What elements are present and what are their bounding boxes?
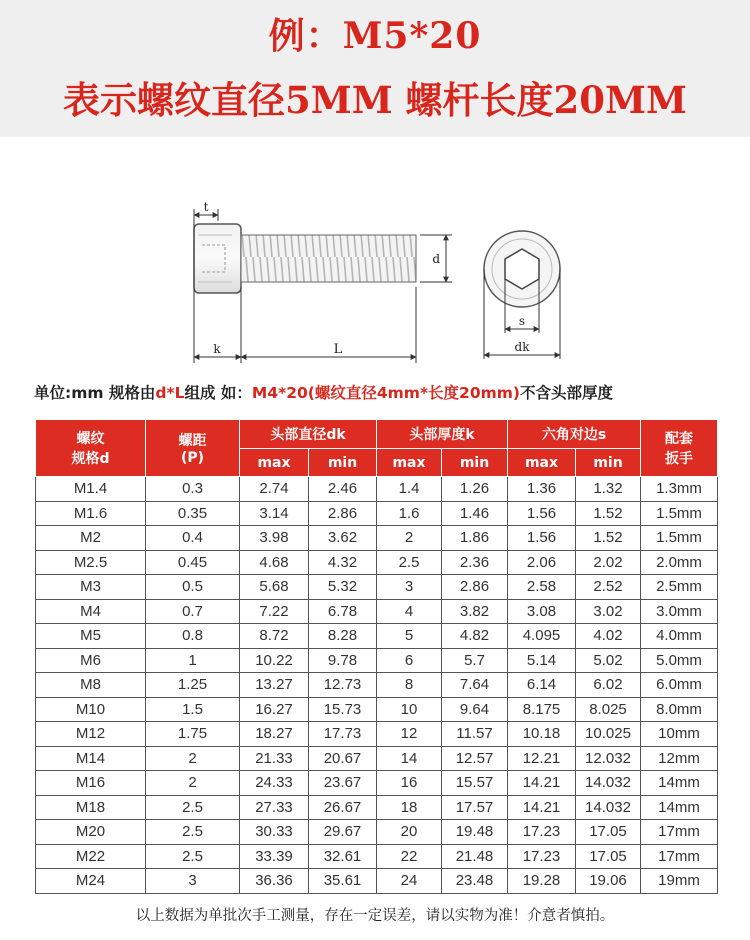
table-row (36, 648, 718, 673)
table-cell: 24.33 (240, 771, 309, 796)
table-cell: M18 (36, 795, 146, 820)
header-min: min (309, 449, 377, 477)
side-view (194, 200, 452, 363)
header-max: max (377, 449, 442, 477)
table-cell: 10.025 (576, 722, 641, 747)
table-cell: 8.175 (508, 697, 576, 722)
table-row (36, 550, 718, 575)
table-cell: 10.22 (240, 648, 309, 673)
table-cell: 8.0mm (641, 697, 718, 722)
table-cell: 35.61 (309, 869, 377, 894)
table-cell: 5 (377, 624, 442, 649)
table-cell: M20 (36, 820, 146, 845)
table-cell: 21.48 (442, 844, 508, 869)
table-cell: 1.3mm (641, 477, 718, 502)
table-row (36, 795, 718, 820)
table-cell: 14mm (641, 795, 718, 820)
table-cell: 5.32 (309, 575, 377, 600)
unit-note (34, 381, 613, 403)
header-wrench: 配套 扳手 (641, 420, 718, 477)
table-cell: 4.02 (576, 624, 641, 649)
table-row (36, 599, 718, 624)
table-cell: 13.27 (240, 673, 309, 698)
table-cell: 8.025 (576, 697, 641, 722)
table-cell: 12.57 (442, 746, 508, 771)
table-cell: 8 (377, 673, 442, 698)
unit-suffix: 不含头部厚度 (520, 384, 614, 402)
table-cell: 5.7 (442, 648, 508, 673)
table-cell: M12 (36, 722, 146, 747)
table-cell: M14 (36, 746, 146, 771)
table-row (36, 526, 718, 551)
table-cell: 18.27 (240, 722, 309, 747)
header-max: max (508, 449, 576, 477)
table-cell: 1.46 (442, 501, 508, 526)
title-banner (0, 0, 750, 137)
table-cell: M16 (36, 771, 146, 796)
table-cell: 1 (146, 648, 240, 673)
table-cell: 26.67 (309, 795, 377, 820)
table-cell: 1.32 (576, 477, 641, 502)
table-cell: 6.14 (508, 673, 576, 698)
table-cell: 3.98 (240, 526, 309, 551)
table-cell: 16.27 (240, 697, 309, 722)
table-cell: 4.82 (442, 624, 508, 649)
table-cell: 12.21 (508, 746, 576, 771)
table-row (36, 722, 718, 747)
table-cell: 6.0mm (641, 673, 718, 698)
top-view (484, 231, 560, 359)
screw-diagram (0, 137, 750, 377)
t-label: t (203, 200, 209, 214)
table-cell: 10.18 (508, 722, 576, 747)
table-cell: 6 (377, 648, 442, 673)
table-cell: 11.57 (442, 722, 508, 747)
table-cell: 4.32 (309, 550, 377, 575)
table-cell: 8.72 (240, 624, 309, 649)
table-cell: M3 (36, 575, 146, 600)
table-cell: 0.5 (146, 575, 240, 600)
table-cell: 7.22 (240, 599, 309, 624)
table-cell: 15.73 (309, 697, 377, 722)
table-row (36, 869, 718, 894)
table-row (36, 477, 718, 502)
table-row (36, 844, 718, 869)
table-cell: 1.36 (508, 477, 576, 502)
header-hex-across: 六角对边s (508, 420, 641, 449)
table-cell: 2.52 (576, 575, 641, 600)
table-cell: 9.64 (442, 697, 508, 722)
table-cell: M6 (36, 648, 146, 673)
table-cell: 3.82 (442, 599, 508, 624)
table-row (36, 820, 718, 845)
table-cell: 12.032 (576, 746, 641, 771)
example-explanation: 表示螺纹直径5MM 螺杆长度20MM (63, 78, 687, 122)
table-cell: 19.28 (508, 869, 576, 894)
table-cell: 6.02 (576, 673, 641, 698)
table-cell: 17.73 (309, 722, 377, 747)
table-cell: 2.58 (508, 575, 576, 600)
example-title: 例：M5*20 (268, 15, 482, 57)
header-min: min (442, 449, 508, 477)
table-cell: M22 (36, 844, 146, 869)
table-cell: 12mm (641, 746, 718, 771)
table-cell: 19.48 (442, 820, 508, 845)
table-cell: 1.52 (576, 526, 641, 551)
table-cell: 23.67 (309, 771, 377, 796)
table-cell: 0.7 (146, 599, 240, 624)
table-cell: 1.75 (146, 722, 240, 747)
table-cell: 19.06 (576, 869, 641, 894)
table-cell: 3 (146, 869, 240, 894)
table-cell: M1.6 (36, 501, 146, 526)
table-row (36, 501, 718, 526)
header-pitch: 螺距 (P) (146, 420, 240, 477)
table-cell: 14.21 (508, 795, 576, 820)
table-cell: 1.26 (442, 477, 508, 502)
table-cell: M24 (36, 869, 146, 894)
table-cell: 1.5 (146, 697, 240, 722)
table-cell: 2.5 (146, 844, 240, 869)
table-cell: 2.0mm (641, 550, 718, 575)
table-cell: 1.52 (576, 501, 641, 526)
table-cell: 1.56 (508, 526, 576, 551)
table-cell: 1.5mm (641, 501, 718, 526)
table-cell: 17.57 (442, 795, 508, 820)
table-cell: M8 (36, 673, 146, 698)
header-min: min (576, 449, 641, 477)
table-cell: 2.86 (309, 501, 377, 526)
table-cell: 3.0mm (641, 599, 718, 624)
table-cell: 3.14 (240, 501, 309, 526)
table-cell: 14.21 (508, 771, 576, 796)
table-cell: 1.25 (146, 673, 240, 698)
table-row (36, 673, 718, 698)
table-cell: M4 (36, 599, 146, 624)
l-label: L (333, 342, 343, 357)
table-cell: 2 (146, 746, 240, 771)
table-cell: 5.02 (576, 648, 641, 673)
table-cell: 20.67 (309, 746, 377, 771)
table-cell: 10 (377, 697, 442, 722)
table-cell: 10mm (641, 722, 718, 747)
table-cell: 21.33 (240, 746, 309, 771)
table-cell: 18 (377, 795, 442, 820)
table-cell: 3.02 (576, 599, 641, 624)
table-cell: 19mm (641, 869, 718, 894)
table-cell: 0.4 (146, 526, 240, 551)
table-cell: M1.4 (36, 477, 146, 502)
table-cell: 1.4 (377, 477, 442, 502)
table-cell: 15.57 (442, 771, 508, 796)
header-max: max (240, 449, 309, 477)
table-cell: 14mm (641, 771, 718, 796)
table-cell: 0.45 (146, 550, 240, 575)
table-cell: 17.23 (508, 844, 576, 869)
table-cell: M5 (36, 624, 146, 649)
table-cell: 2.86 (442, 575, 508, 600)
spec-table-body (36, 477, 718, 894)
k-label: k (213, 342, 221, 356)
table-cell: 3 (377, 575, 442, 600)
header-head-thickness: 头部厚度k (377, 420, 508, 449)
table-row (36, 771, 718, 796)
table-cell: 4.095 (508, 624, 576, 649)
table-cell: 2 (377, 526, 442, 551)
table-cell: 1.86 (442, 526, 508, 551)
table-cell: 2.5 (146, 795, 240, 820)
table-cell: 2.5 (146, 820, 240, 845)
table-cell: M10 (36, 697, 146, 722)
table-cell: 12.73 (309, 673, 377, 698)
table-cell: 8.28 (309, 624, 377, 649)
table-cell: 1.6 (377, 501, 442, 526)
unit-middle: 组成 如： (184, 384, 252, 402)
table-cell: 32.61 (309, 844, 377, 869)
table-cell: 14.032 (576, 771, 641, 796)
table-cell: 23.48 (442, 869, 508, 894)
table-cell: 14.032 (576, 795, 641, 820)
spec-table (35, 419, 718, 894)
table-cell: 0.35 (146, 501, 240, 526)
table-cell: 9.78 (309, 648, 377, 673)
table-cell: 6.78 (309, 599, 377, 624)
s-label: s (518, 314, 526, 328)
table-cell: 12 (377, 722, 442, 747)
table-cell: 30.33 (240, 820, 309, 845)
table-cell: 5.68 (240, 575, 309, 600)
table-cell: 22 (377, 844, 442, 869)
table-cell: 2.74 (240, 477, 309, 502)
table-cell: 4.68 (240, 550, 309, 575)
table-row (36, 624, 718, 649)
table-cell: 16 (377, 771, 442, 796)
table-cell: 2 (146, 771, 240, 796)
header-spec: 螺纹 规格d (36, 420, 146, 477)
table-cell: 24 (377, 869, 442, 894)
table-cell: 17.23 (508, 820, 576, 845)
table-cell: 27.33 (240, 795, 309, 820)
table-cell: 17.05 (576, 844, 641, 869)
table-cell: 0.3 (146, 477, 240, 502)
table-cell: 3.62 (309, 526, 377, 551)
table-cell: 5.0mm (641, 648, 718, 673)
disclaimer: 以上数据为单批次手工测量，存在一定误差，请以实物为准！介意者慎拍。 (135, 908, 615, 924)
table-cell: 29.67 (309, 820, 377, 845)
table-cell: 17mm (641, 820, 718, 845)
table-cell: 2.46 (309, 477, 377, 502)
table-cell: 36.36 (240, 869, 309, 894)
table-cell: 17mm (641, 844, 718, 869)
table-cell: M2 (36, 526, 146, 551)
dk-label: dk (514, 340, 530, 354)
table-cell: 2.36 (442, 550, 508, 575)
table-cell: 1.5mm (641, 526, 718, 551)
table-row (36, 746, 718, 771)
table-cell: 5.14 (508, 648, 576, 673)
table-cell: 17.05 (576, 820, 641, 845)
table-cell: M2.5 (36, 550, 146, 575)
table-cell: 2.5mm (641, 575, 718, 600)
table-cell: 1.56 (508, 501, 576, 526)
table-cell: 2.06 (508, 550, 576, 575)
table-cell: 7.64 (442, 673, 508, 698)
table-cell: 20 (377, 820, 442, 845)
d-label: d (432, 252, 440, 266)
table-cell: 33.39 (240, 844, 309, 869)
unit-example: M4*20(螺纹直径4mm*长度20mm) (251, 384, 521, 402)
table-cell: 3.08 (508, 599, 576, 624)
table-cell: 2.5 (377, 550, 442, 575)
table-row (36, 697, 718, 722)
table-row (36, 575, 718, 600)
unit-prefix: 单位:mm 规格由 (34, 384, 156, 402)
table-cell: 2.02 (576, 550, 641, 575)
table-cell: 0.8 (146, 624, 240, 649)
table-cell: 4 (377, 599, 442, 624)
header-head-diameter: 头部直径dk (240, 420, 377, 449)
unit-formula: d*L (155, 384, 185, 402)
table-cell: 14 (377, 746, 442, 771)
table-cell: 4.0mm (641, 624, 718, 649)
